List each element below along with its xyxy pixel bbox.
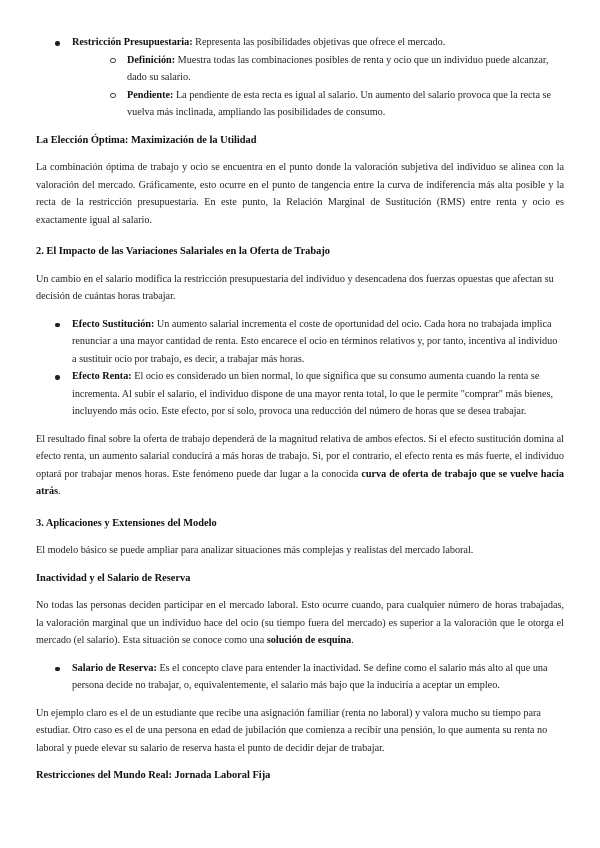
effects-list (36, 316, 564, 421)
list-item-efecto-renta (36, 368, 564, 421)
budget-constraint-list (36, 34, 564, 122)
bold-term: solución de esquina (266, 635, 352, 646)
term: Salario de Reserva: (72, 662, 157, 674)
sublist-item-definicion (36, 52, 564, 87)
heading-inactividad: Inactividad y el Salario de Reserva (36, 572, 191, 584)
paragraph-inactividad (36, 597, 564, 650)
sublist-item-pendiente (36, 87, 564, 122)
text: . (58, 486, 61, 497)
hollow-bullet-icon (110, 93, 116, 99)
definition-text: La pendiente de esta recta es igual al salario. Un aumento del salario provoca que la recta se vuelva más inclinada, ampliando las posibilidades de consumo. (127, 89, 552, 118)
heading-eleccion-optima: La Elección Óptima: Maximización de la Utilidad (36, 134, 257, 146)
list-item-efecto-sustitucion (36, 316, 564, 369)
bullet-icon (55, 375, 60, 380)
definition-text: Representa las posibilidades objetivas que ofrece el mercado. (192, 37, 446, 48)
bullet-icon (55, 323, 60, 328)
definition-text: Un aumento salarial incrementa el coste de oportunidad del ocio. Cada hora no trabajada implica renunciar a una mayor cantidad de renta. Esto encarece el ocio en términos relativos y, por tanto, incentiva al individuo a sustituir ocio por trabajo, es decir, a trabajar más horas. (72, 318, 558, 365)
paragraph-section-2: Un cambio en el salario modifica la restricción presupuestaria del individuo y desencadena dos fuerzas opuestas que afectan su decisión de cuántas horas trabajar. (36, 273, 554, 302)
bullet-icon (55, 41, 60, 46)
term: Definición: (127, 54, 176, 66)
definition-text: Muestra todas las combinaciones posibles de renta y ocio que un individuo puede alcanzar, dado su salario. (127, 54, 549, 83)
list-item-restriccion (36, 34, 564, 52)
term: Efecto Sustitución: (72, 318, 155, 330)
term: Efecto Renta: (72, 371, 132, 382)
definition-text: Es el concepto clave para entender la inactividad. Se define como el salario más alto al que una persona decide no trabajar, o, equivalentemente, el salario más bajo que la induciría a aceptar un empleo. (72, 662, 548, 691)
heading-section-3: 3. Aplicaciones y Extensiones del Modelo (36, 517, 217, 529)
definition-text: El ocio es considerado un bien normal, lo que significa que su consumo aumenta cuando la renta se incrementa. Al subir el salario, el individuo dispone de una mayor renta total, lo que le permite "comprar" más bienes, incluyendo más ocio. Este efecto, por sí solo, provoca una reducción del número de horas que se desea trabajar. (72, 371, 554, 417)
list-item-salario-reserva (36, 660, 564, 695)
reserva-list (36, 660, 564, 695)
bullet-icon (55, 667, 60, 672)
paragraph-section-3: El modelo básico se puede ampliar para analizar situaciones más complejas y realistas del mercado laboral. (36, 545, 474, 556)
paragraph-resultado (36, 431, 564, 501)
text: . (351, 635, 354, 646)
term: Pendiente: (127, 89, 174, 101)
bold-term: curva de oferta de trabajo que se vuelve hacia atrás (36, 468, 564, 497)
text: El resultado final sobre la oferta de trabajo dependerá de la magnitud relativa de ambos efectos. Si el efecto sustitución domina al efecto renta, un aumento salarial conducirá a más horas de trabajo. Si, por el contrario, el efecto renta es más fuerte, el individuo optará por trabajar menos horas. Este fenómeno puede dar lugar a la conocida (36, 433, 564, 480)
paragraph-eleccion-optima: La combinación óptima de trabajo y ocio se encuentra en el punto donde la valoración subjetiva del individuo se alinea con la valoración del mercado. Gráficamente, esto ocurre en el punto de tangencia entre la curva de indiferencia más alta posible y la recta de la restricción presupuestaria. En este punto, la Relación Marginal de Sustitución (RMS) entre renta y ocio es exactamente igual al salario. (36, 162, 564, 226)
hollow-bullet-icon (110, 58, 116, 64)
heading-restricciones: Restricciones del Mundo Real: Jornada Laboral Fija (36, 770, 271, 781)
text: No todas las personas deciden participar en el mercado laboral. Esto ocurre cuando, para cualquier número de horas trabajadas, la valoración marginal que un individuo hace del ocio (su tiempo fuera del mercado) es superior a la valoración que le otorga el mercado (el salario). Esta situación se conoce como una (36, 600, 564, 646)
paragraph-ejemplo: Un ejemplo claro es el de un estudiante que recibe una asignación familiar (renta no laboral) y valora mucho su tiempo para estudiar. Otro caso es el de una persona en edad de jubilación que comienza a recibir una pensión, lo que aumenta su renta no laboral y puede elevar su salario de reserva hasta el punto de decidir dejar de trabajar. (36, 707, 548, 754)
heading-section-2: 2. El Impacto de las Variaciones Salariales en la Oferta de Trabajo (36, 246, 331, 257)
term: Restricción Presupuestaria: (72, 37, 193, 48)
